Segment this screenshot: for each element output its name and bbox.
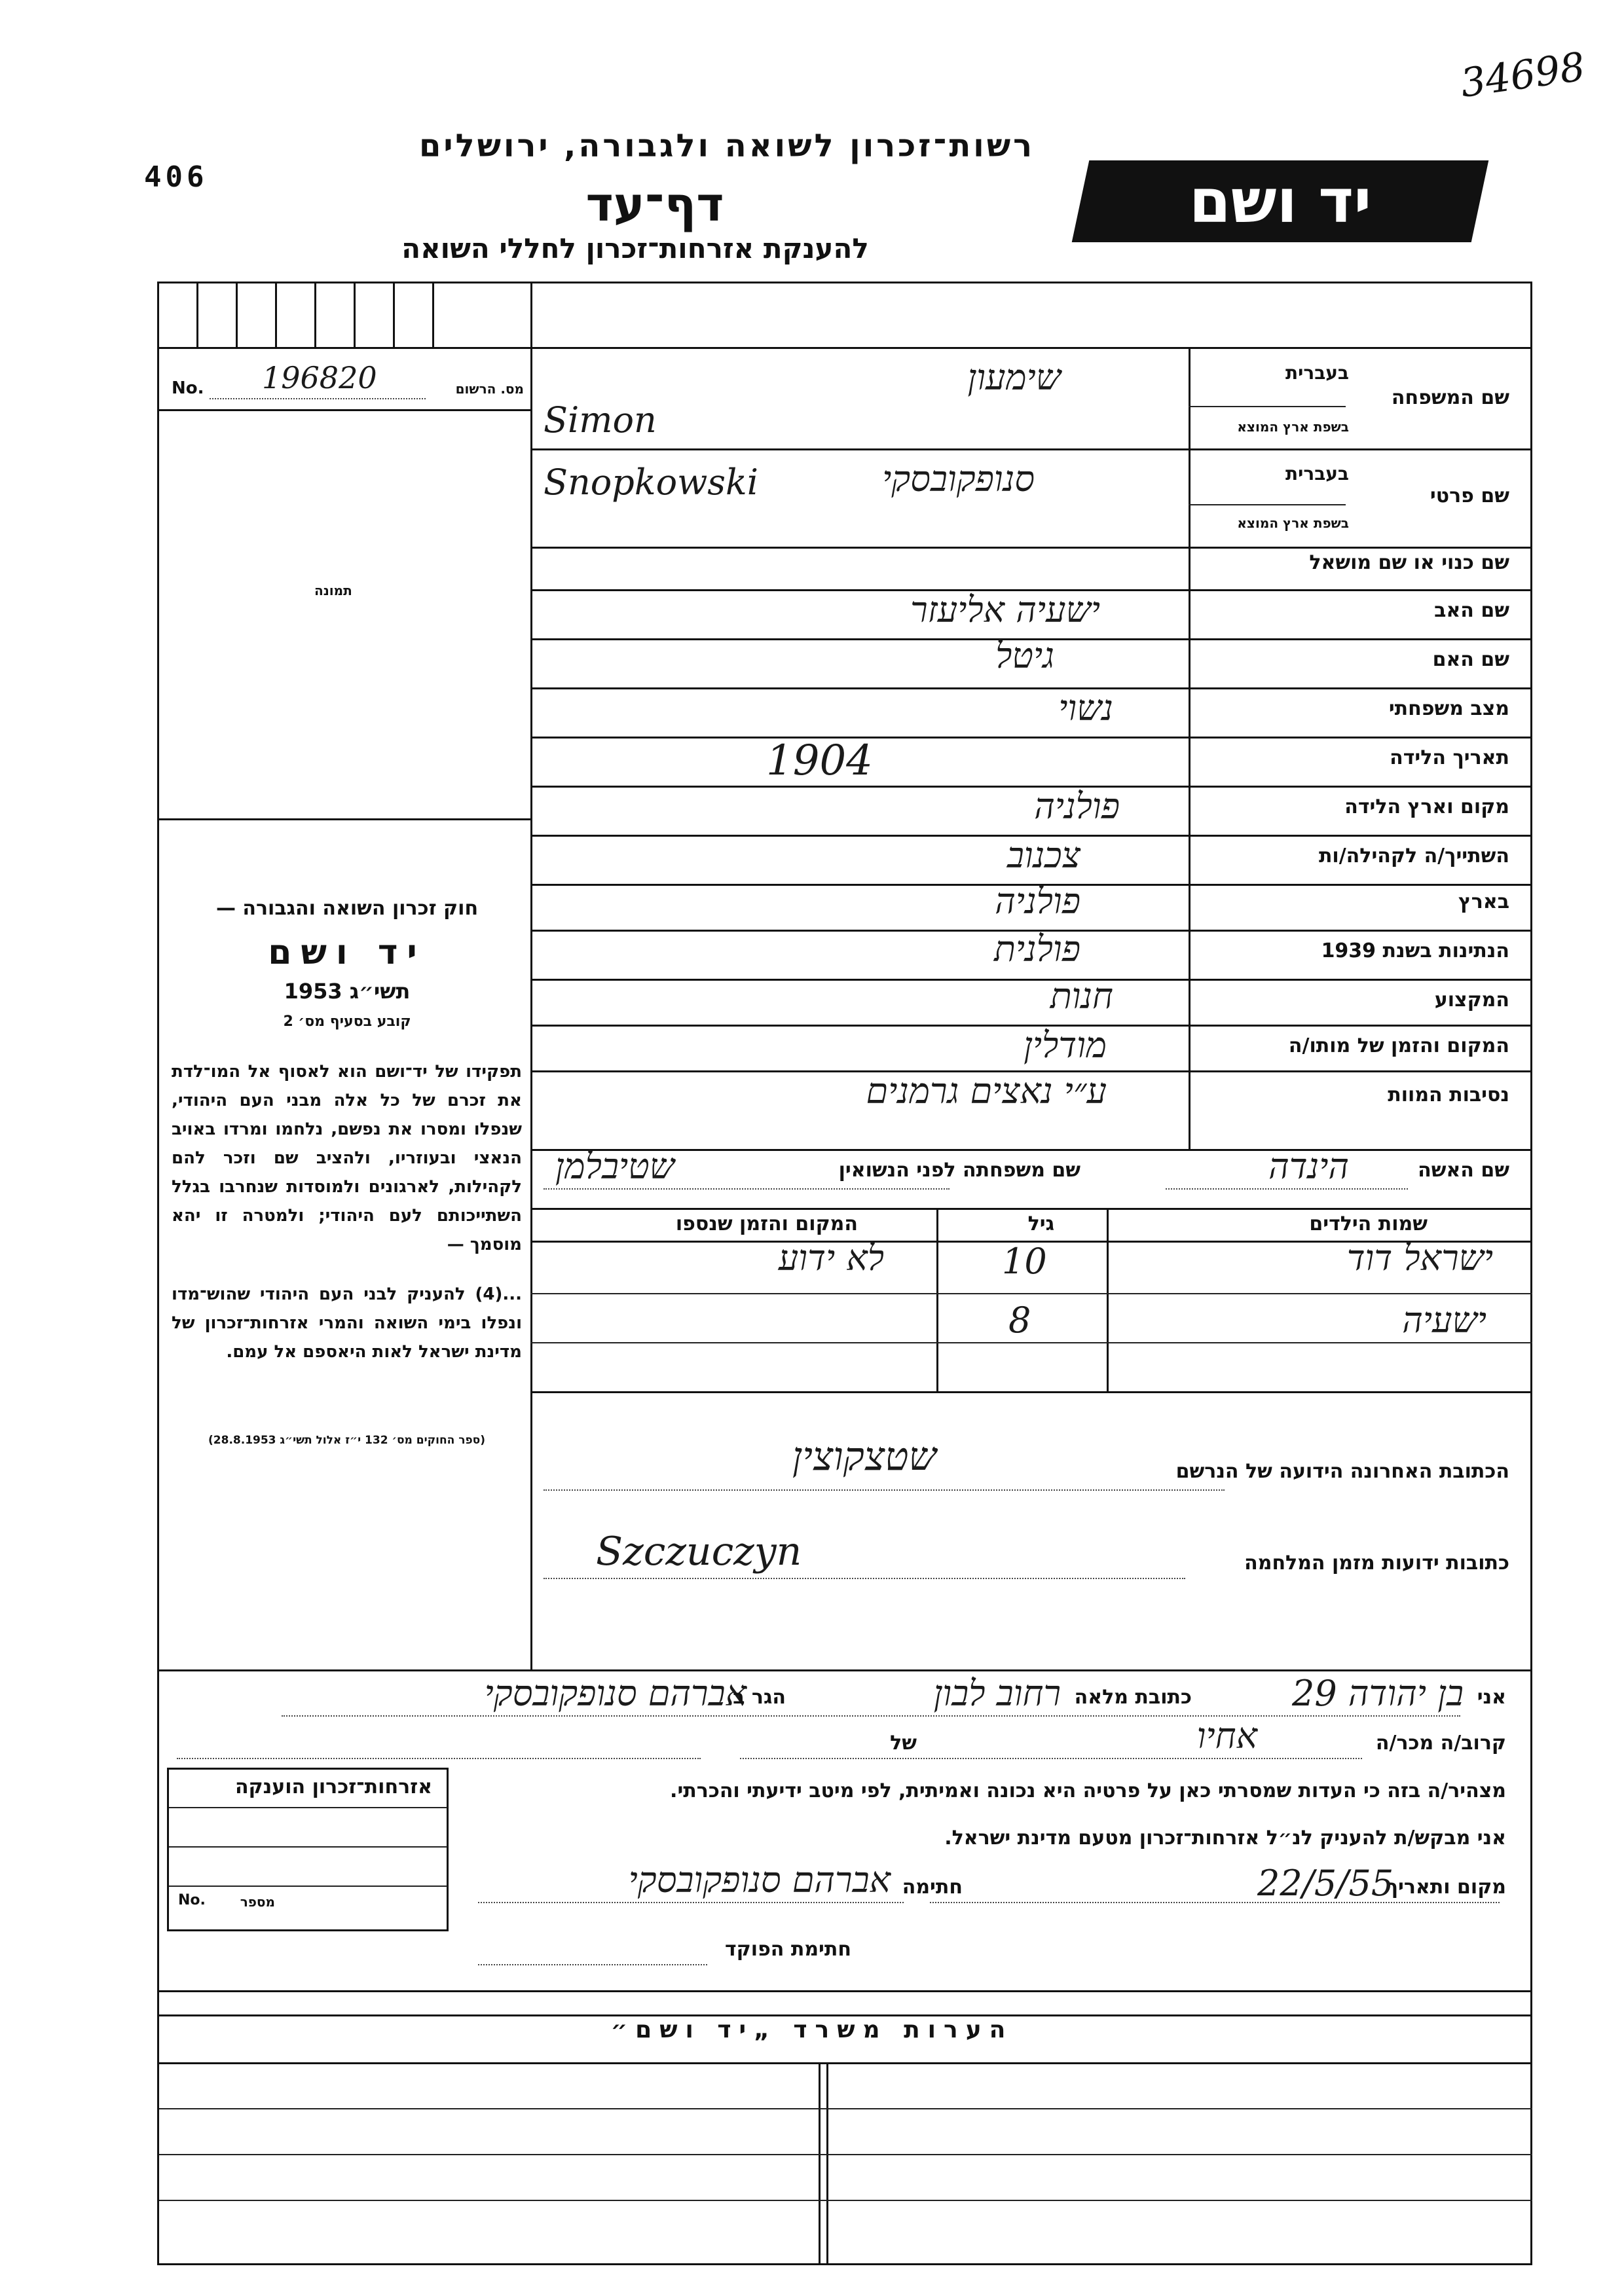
registration-no-label: No. (172, 378, 204, 398)
law-text-1: תפקידו של יד־ושם הוא לאסוף אל המו־לדת את זכרם של כל אלה מבני העם היהודי, שנפלו ומסרו את נפשם, נלחמו ומרדו באויב הנאצי ובעוזריו, ולהציב שם וזכר להם לקהילות, לארגונים ולמוסדות שנחרבו בגלל השתייכותם לעם היהודי; ולמטרה זו יהא מוסמך — (172, 1062, 522, 1254)
community-label: השתייך/ה לקהילה/ות (1318, 845, 1509, 867)
death-cause-label: נסיבות המוות (1388, 1084, 1509, 1106)
full-address-label: כתובת מלאה (1074, 1686, 1192, 1709)
full-address-value: בן יהודה 29 (1292, 1673, 1464, 1714)
office-notes-title: הערות משרד „יד ושם״ (610, 2016, 1014, 2043)
family-name-label: שם המשפחה (1391, 386, 1509, 409)
family-name-hebrew: שימעון (967, 357, 1061, 398)
family-name-hebrew-sub: בעברית (1285, 362, 1349, 384)
profession-value: חנות (1050, 975, 1113, 1017)
first-name-local-sub: בשפת ארץ המוצא (1237, 515, 1349, 531)
authority-line: רשות־זכרון לשואה ולגבורה, ירושלים (418, 128, 1035, 164)
law-citation: (ספר החוקים מס׳ 132 י״ז אלול תשי״ג 28.8.1953) (208, 1434, 485, 1447)
residence-value: רחוב לבון (933, 1673, 1061, 1714)
relative-label: קרוב/ה מכר/ה (1375, 1732, 1506, 1755)
statement-2: אני מבקש/ת להעניק לנ״ל אזרחות־זכרון מטעם מדינת ישראל. (944, 1827, 1506, 1850)
profession-label: המקצוע (1434, 989, 1509, 1011)
declaration-i-label: אני (1477, 1686, 1506, 1709)
relative-value: אחיו (1196, 1715, 1257, 1757)
community-value: צכנוב (1006, 835, 1080, 876)
law-title: חוק זכרון השואה והגבורה — (215, 897, 479, 920)
children-col-names: שמות הילדים (1309, 1212, 1428, 1235)
child-place: לא ידוע (778, 1237, 884, 1279)
first-name-label: שם פרטי (1430, 484, 1509, 507)
last-address-label: הכתובת האחרונה הידועה של הנרשם (1175, 1460, 1509, 1483)
signature-label: חתימה (902, 1876, 963, 1899)
doc-subtitle: להענקת אזרחות־זכרון לחללי השואה (401, 232, 869, 264)
place-date-label: מקום ותאריך (1386, 1876, 1506, 1899)
child-name: ישראל דוד (1346, 1237, 1493, 1279)
family-name-local: Simon (544, 399, 657, 441)
law-clause: קובע בסעיף מס׳ 2 (283, 1013, 411, 1030)
citizenship-value: פולנית (993, 928, 1080, 970)
place-date-value: 22/5/55 (1257, 1863, 1394, 1904)
birth-date-label: תאריך הלידה (1390, 746, 1509, 769)
child-age: 10 (1002, 1241, 1047, 1282)
child-name: ישעיה (1402, 1300, 1486, 1341)
birth-place-value: פולניה (1034, 786, 1120, 827)
mother-value: גיטל (995, 635, 1054, 676)
grant-box-title: אזרחות־זכרון הוענקה (234, 1776, 432, 1798)
family-name-local-sub: בשפת ארץ המוצא (1237, 419, 1349, 435)
citizenship-label: הנתינות בשנת 1939 (1321, 939, 1509, 962)
first-name-local: Snopkowski (544, 462, 759, 503)
birth-place-label: מקום וארץ הלידה (1344, 795, 1509, 818)
law-name: יד ושם (268, 933, 426, 972)
wife-maiden-value: שטיבלמן (555, 1146, 674, 1187)
death-place-value: מודלין (1024, 1025, 1107, 1066)
statement-1: מצהיר/ה בזה כי העדות שמסרתי כאן על פרטיה היא נכונה ואמיתית, לפי מיטב ידיעתי והכרתי. (670, 1779, 1506, 1802)
grant-box-no-label: No. (178, 1892, 206, 1908)
wife-value: הינדה (1268, 1146, 1349, 1187)
photo-label: תמונה (314, 583, 352, 598)
children-col-place: המקום והזמן שנספו (675, 1212, 858, 1235)
country-label: בארץ (1458, 890, 1509, 913)
signature-value: אברהם סנופקובסקי (628, 1859, 891, 1901)
death-cause-value: ע״י נאצים גרמנים (866, 1070, 1107, 1112)
first-name-hebrew-sub: בעברית (1285, 463, 1349, 484)
officer-signature-label: חתימת הפוקד (725, 1938, 851, 1961)
wife-label: שם האשה (1418, 1159, 1509, 1182)
registration-number: 196820 (262, 360, 377, 395)
wartime-address-label: כתובות ידועות מזמן המלחמה (1244, 1552, 1509, 1575)
of-label: של (890, 1732, 917, 1755)
resident-label: הגר ב (733, 1686, 786, 1709)
wartime-address-value: Szczuczyn (596, 1529, 802, 1575)
grant-box-number-label: מספר (240, 1894, 275, 1910)
last-address-value: שטצקוצין (792, 1434, 936, 1480)
mother-label: שם האם (1432, 648, 1509, 671)
country-value: פולניה (995, 881, 1080, 922)
child-age: 8 (1008, 1300, 1031, 1341)
first-name-hebrew: סנופקובסקי (882, 458, 1035, 500)
corner-number: 34698 (1458, 44, 1588, 107)
doc-title: דף־עד (585, 177, 724, 232)
children-col-age: גיל (1027, 1212, 1054, 1235)
alias-label: שם כנוי או שם מושאל (1309, 551, 1509, 574)
doc-number: 406 (144, 160, 208, 194)
father-value: ישעיה אליעזר (910, 589, 1100, 630)
logo-text: יד ושם (1189, 166, 1372, 236)
birth-date-value: 1904 (766, 737, 873, 785)
wife-maiden-label: שם משפחתה לפני הנשואין (838, 1159, 1080, 1182)
father-label: שם האב (1434, 599, 1509, 622)
law-text-2: ...(4) להעניק לבני העם היהודי שהוש־מדו ונפלו בימי השואה והמרי אזרחות־זכרון של מדינת ישראל לאות היאספם אל עמם. (172, 1285, 522, 1362)
marital-label: מצב משפחתי (1388, 697, 1509, 720)
declarant-name: אברהם סנופקובסקי (484, 1673, 747, 1714)
death-place-label: המקום והזמן של מותו/ה (1288, 1034, 1509, 1057)
law-year: תשי״ג 1953 (284, 979, 411, 1004)
yad-vashem-logo (1072, 160, 1489, 242)
marital-value: נשוי (1058, 687, 1113, 729)
registration-label: מס. הרשום (455, 381, 524, 397)
